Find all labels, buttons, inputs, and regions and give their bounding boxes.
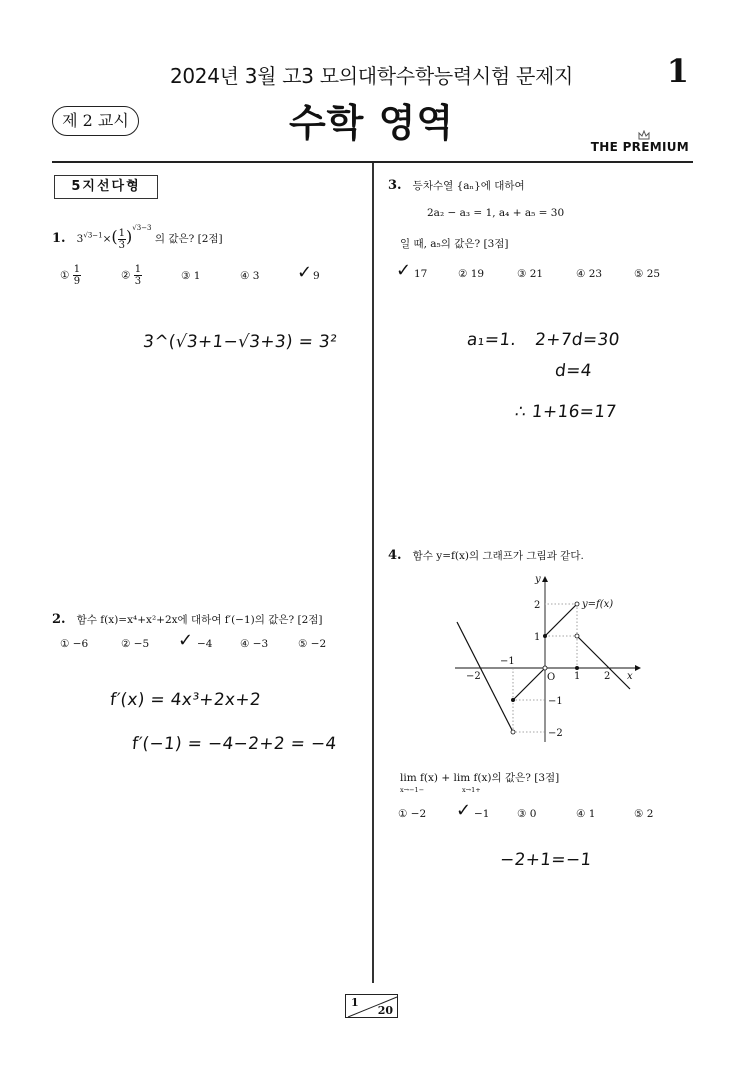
choice-5[interactable]: ⑤ 25 bbox=[634, 268, 661, 280]
filled-point bbox=[543, 634, 547, 638]
choice-2[interactable]: ② $\frac{1}{3}$ bbox=[121, 264, 142, 287]
choice-1[interactable]: ① −2 bbox=[398, 808, 427, 820]
exam-title: 2024년 3월 고3 모의대학수학능력시험 문제지 bbox=[169, 64, 574, 88]
choice-3[interactable]: ✓ −4 bbox=[178, 630, 213, 651]
brand-text: THE PREMIUM bbox=[590, 140, 689, 154]
function-graph bbox=[455, 570, 645, 745]
handwritten-work-line-2: f′(−1) = −4−2+2 = −4 bbox=[130, 734, 338, 754]
choice-4[interactable]: ④ 3 bbox=[240, 270, 260, 282]
x-axis-arrow-icon bbox=[635, 665, 641, 671]
subject-title: 수학 영역 bbox=[288, 101, 455, 145]
choice-5[interactable]: ⑤ 2 bbox=[634, 808, 654, 820]
choice-4[interactable]: ④ 1 bbox=[576, 808, 596, 820]
question-text: 등차수열 {aₙ}에 대하여 bbox=[412, 180, 525, 192]
x-tick-label: −1 bbox=[500, 656, 515, 667]
open-point bbox=[575, 634, 579, 638]
choice-1[interactable]: ① $\frac{1}{9}$ bbox=[60, 264, 81, 287]
check-mark-icon: ✓ bbox=[456, 800, 472, 821]
origin-label: O bbox=[547, 672, 556, 683]
question-number: 4. bbox=[388, 548, 402, 563]
choice-2[interactable]: ② −5 bbox=[121, 638, 150, 650]
open-point bbox=[543, 666, 547, 670]
question-number: 3. bbox=[388, 178, 402, 193]
y-axis-arrow-icon bbox=[542, 576, 548, 582]
total-pages: 20 bbox=[377, 1004, 393, 1017]
handwritten-work: −2+1=−1 bbox=[498, 850, 593, 870]
question-number: 2. bbox=[52, 612, 66, 627]
condition: 2a₂ − a₃ = 1, a₄ + a₅ = 30 bbox=[427, 207, 565, 219]
period-label: 제 2 교시 bbox=[52, 106, 139, 136]
question-2 bbox=[52, 608, 323, 627]
question-text-2: 일 때, a₅의 값은? [3점] bbox=[400, 238, 509, 250]
page-counter bbox=[345, 994, 398, 1018]
question-number: 1. bbox=[52, 231, 66, 246]
limit-subscript-2: x→1+ bbox=[462, 786, 481, 794]
choice-2[interactable]: ② 19 bbox=[458, 268, 485, 280]
graph-segment bbox=[513, 668, 545, 700]
handwritten-work-4: ∴ 1+16=17 bbox=[513, 402, 618, 422]
check-mark-icon: ✓ bbox=[178, 630, 194, 651]
question-text: 의 값은? [2점] bbox=[154, 233, 223, 245]
limit-subscript-1: x→−1− bbox=[400, 786, 425, 794]
graph-segment bbox=[545, 604, 577, 636]
page-number: 1 bbox=[666, 52, 689, 90]
choice-3[interactable]: ③ 0 bbox=[517, 808, 537, 820]
choice-5[interactable]: ✓ 9 bbox=[297, 262, 320, 283]
question-4 bbox=[388, 544, 584, 563]
choice-3[interactable]: ③ 1 bbox=[181, 270, 201, 282]
y-tick-label: 2 bbox=[534, 600, 541, 611]
handwritten-work-line-1: f′(x) = 4x³+2x+2 bbox=[108, 690, 262, 710]
y-tick-label: −1 bbox=[548, 696, 563, 707]
q1-choices bbox=[0, 262, 372, 292]
choice-2[interactable]: ✓ −1 bbox=[456, 800, 490, 821]
choice-1[interactable]: ✓ 17 bbox=[396, 260, 428, 281]
question-expression: $3^{√3-1}\times$( $\frac{1}{3}$ )$^{√3-3}$ bbox=[76, 224, 152, 251]
choice-3[interactable]: ③ 21 bbox=[517, 268, 544, 280]
current-page: 1 bbox=[351, 996, 359, 1009]
question-1 bbox=[52, 224, 223, 251]
x-tick-label: −2 bbox=[466, 671, 481, 682]
handwritten-work-3: d=4 bbox=[553, 361, 593, 381]
graph-label: y=f(x) bbox=[582, 599, 614, 610]
brand-logo bbox=[591, 140, 689, 154]
choice-1[interactable]: ① −6 bbox=[60, 638, 89, 650]
choice-5[interactable]: ⑤ −2 bbox=[298, 638, 327, 650]
question-text: 함수 f(x)=x⁴+x²+2x에 대하여 f′(−1)의 값은? [2점] bbox=[76, 614, 323, 626]
y-tick-label: −2 bbox=[548, 728, 563, 739]
limit-text: lim f(x) + lim f(x)의 값은? [3점] bbox=[400, 772, 560, 784]
filled-point bbox=[511, 698, 515, 702]
q3-choices bbox=[372, 260, 743, 288]
q4-choices bbox=[372, 800, 743, 828]
choice-4[interactable]: ④ 23 bbox=[576, 268, 603, 280]
question-3 bbox=[388, 174, 525, 193]
choice-4[interactable]: ④ −3 bbox=[240, 638, 269, 650]
open-point bbox=[575, 602, 579, 606]
section-label: 5지선다형 bbox=[54, 175, 158, 199]
filled-point bbox=[575, 666, 579, 670]
x-tick-label: 2 bbox=[604, 671, 611, 682]
y-tick-label: 1 bbox=[534, 632, 541, 643]
x-tick-label: 1 bbox=[574, 671, 581, 682]
handwritten-work-2: 2+7d=30 bbox=[533, 330, 621, 350]
axis-label-x: x bbox=[627, 671, 633, 682]
handwritten-work: 3^(√3+1−√3+3) = 3² bbox=[141, 332, 339, 352]
handwritten-work-1: a₁=1. bbox=[465, 330, 518, 350]
check-mark-icon: ✓ bbox=[297, 262, 313, 283]
check-mark-icon: ✓ bbox=[396, 260, 412, 281]
axis-label-y: y bbox=[535, 574, 541, 585]
limit-expression bbox=[400, 770, 700, 785]
q2-choices bbox=[0, 630, 372, 658]
question-text: 함수 y=f(x)의 그래프가 그림과 같다. bbox=[412, 550, 584, 562]
crown-icon bbox=[638, 130, 650, 140]
open-point bbox=[511, 730, 515, 734]
